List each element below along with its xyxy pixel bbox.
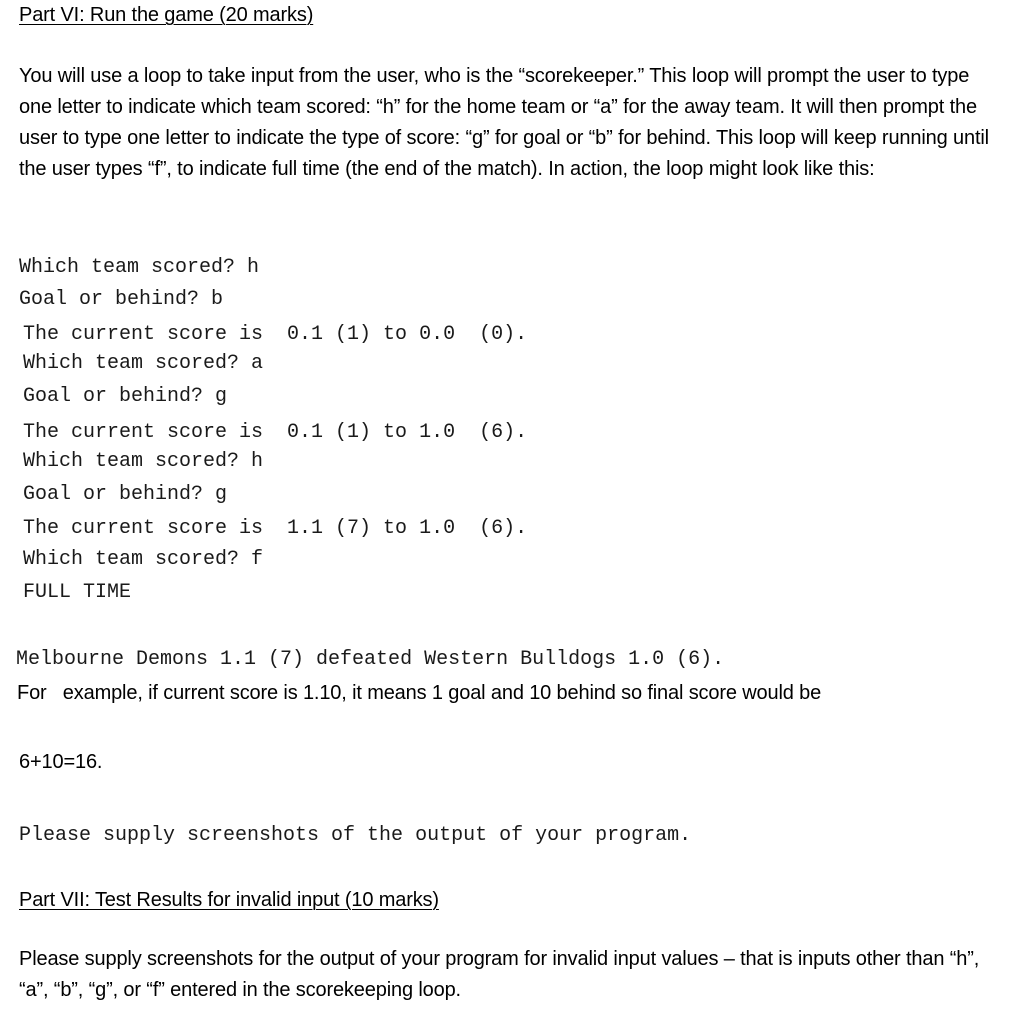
console-line: FULL TIME [23,581,132,604]
console-line: Which team scored? h [23,450,264,473]
console-line: The current score is 0.1 (1) to 1.0 (6). [23,421,528,444]
part-7-body: Please supply screenshots for the output of your program for invalid input values – that is inputs other than “h”, “a”, “b”, “g”, or “f” entered in the scorekeeping loop. [19,948,980,1001]
console-line: Which team scored? f [23,548,264,571]
screenshot-request: Please supply screenshots of the output of your program. [19,824,692,847]
part-6-heading: Part VI: Run the game (20 marks) [19,4,314,26]
part-7-heading: Part VII: Test Results for invalid input (10 marks) [19,889,439,911]
console-line: The current score is 0.1 (1) to 0.0 (0). [23,323,528,346]
final-result-line: Melbourne Demons 1.1 (7) defeated Western Bulldogs 1.0 (6). [16,648,725,671]
console-line: Goal or behind? b [19,288,224,311]
part-6-intro-paragraph: You will use a loop to take input from the user, who is the “scorekeeper.” This loop will prompt the user to type one letter to indicate which team scored: “h” for the home team or “a” for the away team. It will then prompt the user to type one letter to indicate the type of score: “g” for goal or “b” for behind. This loop will keep running until the user types “f”, to indicate full time (the end of the match). In action, the loop might look like this: [19,65,989,180]
console-line: The current score is 1.1 (7) to 1.0 (6). [23,517,528,540]
console-line: Goal or behind? g [23,385,228,408]
console-line: Which team scored? h [19,256,260,279]
console-line: Which team scored? a [23,352,264,375]
console-line: Goal or behind? g [23,483,228,506]
example-calculation: 6+10=16. [19,751,103,773]
example-explanation: For example, if current score is 1.10, it means 1 goal and 10 behind so final score would be [17,682,822,704]
